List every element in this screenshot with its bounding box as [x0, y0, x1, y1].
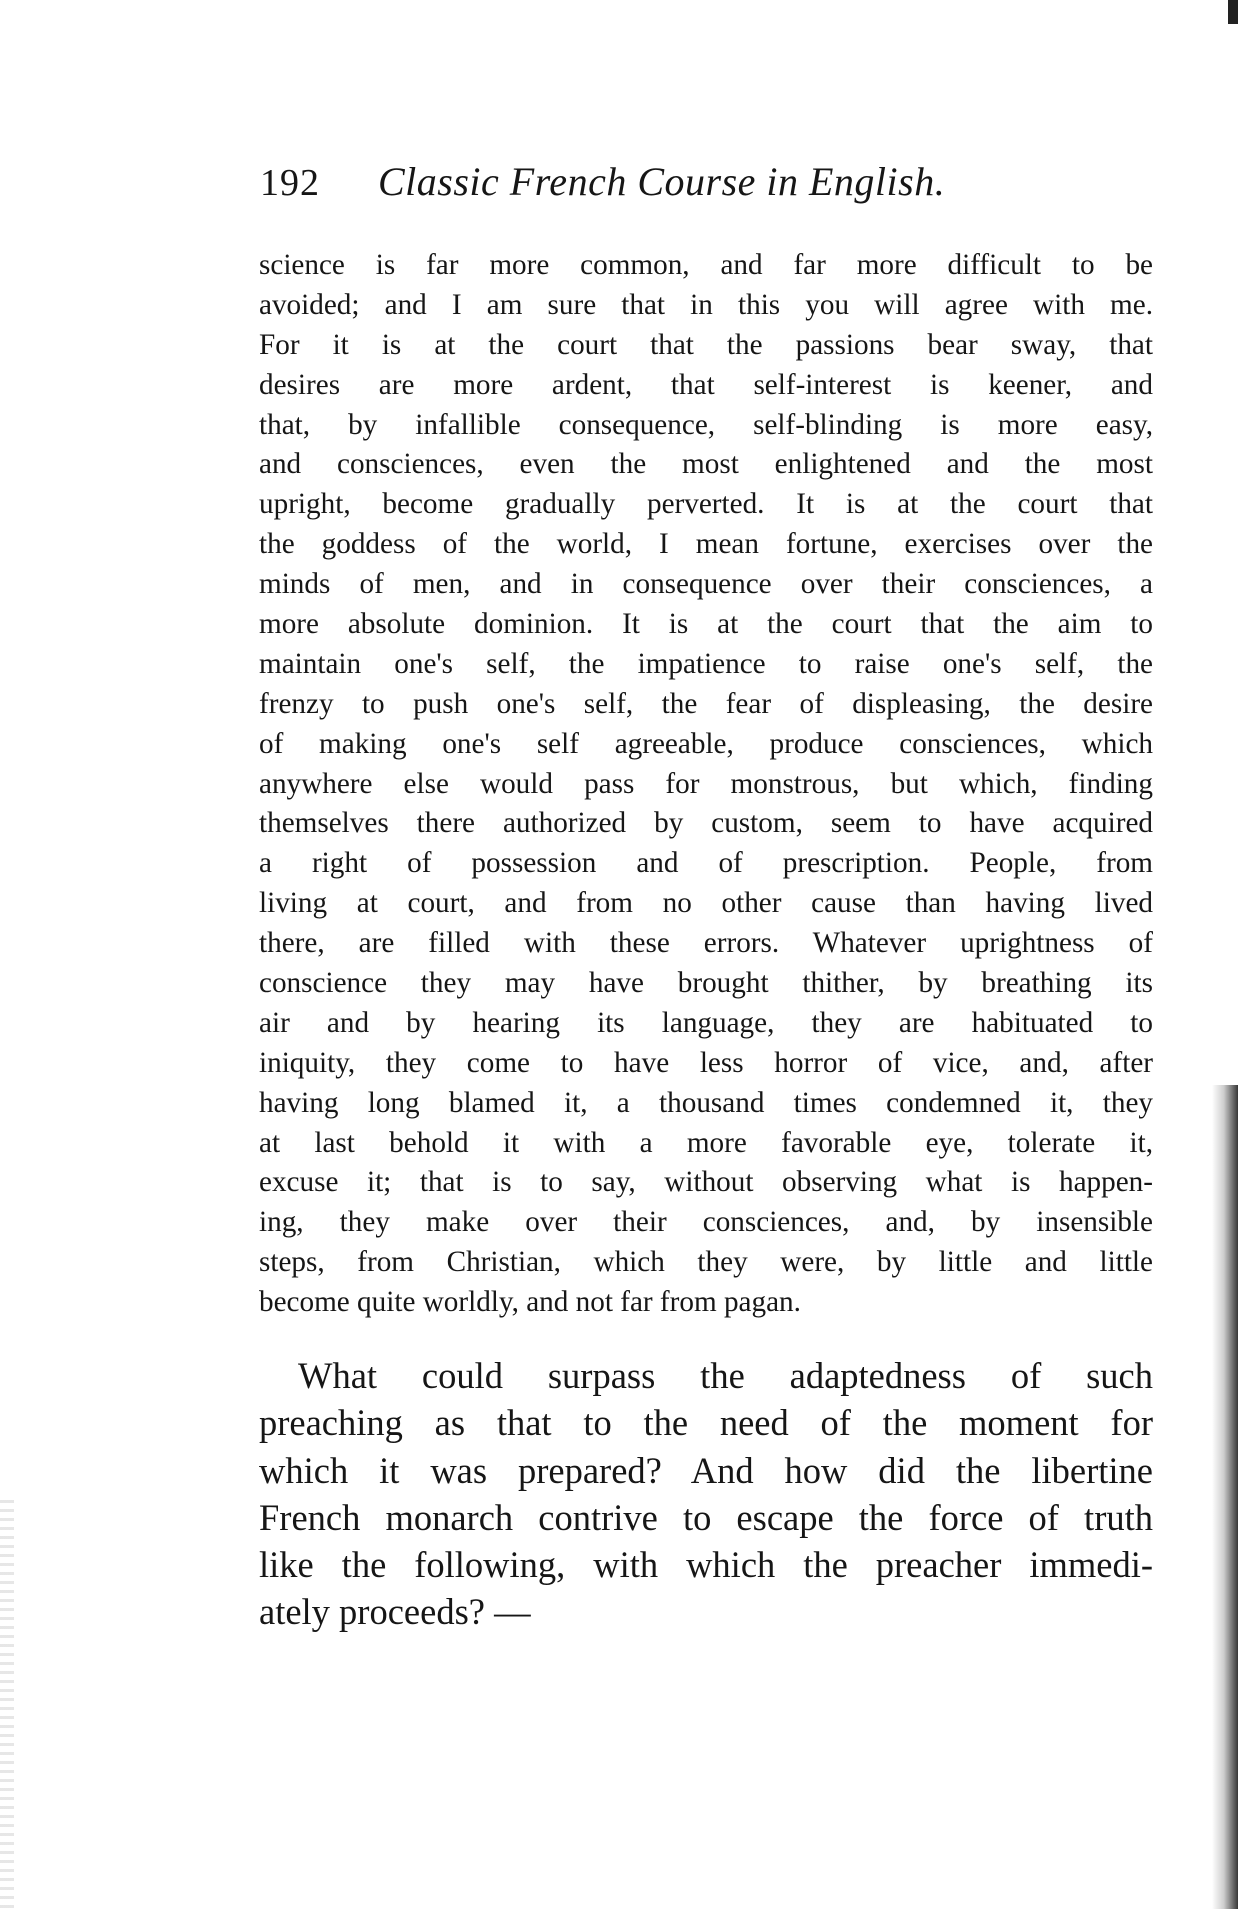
quote-line: conscience they may have brought thither, by breathing its	[259, 967, 1153, 1000]
scan-edge-shadow-right	[1212, 1085, 1238, 1909]
quote-line: become quite worldly, and not far from pagan.	[259, 1286, 801, 1319]
quote-line: maintain one's self, the impatience to raise one's self, the	[259, 647, 1153, 680]
quote-line: iniquity, they come to have less horror of vice, and, after	[259, 1046, 1153, 1079]
scan-corner-artifact	[1228, 0, 1238, 24]
quote-line: themselves there authorized by custom, seem to have acquired	[259, 807, 1153, 840]
page-header	[260, 158, 1160, 218]
quote-line: anywhere else would pass for monstrous, but which, finding	[259, 767, 1153, 800]
body-line: preaching as that to the need of the moment for	[259, 1402, 1153, 1444]
running-title: Classic French Course in English.	[378, 159, 946, 204]
quote-line: at last behold it with a more favorable eye, tolerate it,	[259, 1126, 1153, 1159]
quote-line: desires are more ardent, that self-interest is keener, and	[259, 368, 1153, 401]
body-line: which it was prepared? And how did the libertine	[259, 1449, 1153, 1491]
quote-line: having long blamed it, a thousand times condemned it, they	[259, 1086, 1153, 1119]
quote-line: a right of possession and of prescription. People, from	[259, 847, 1153, 880]
quote-line: the goddess of the world, I mean fortune, exercises over the	[259, 528, 1153, 561]
body-line: like the following, with which the preacher immedi-	[259, 1544, 1153, 1586]
body-line: French monarch contrive to escape the force of truth	[259, 1496, 1153, 1538]
quote-line: and consciences, even the most enlightened and the most	[259, 448, 1153, 481]
quote-line: there, are filled with these errors. Whatever uprightness of	[259, 927, 1153, 960]
quote-line: frenzy to push one's self, the fear of displeasing, the desire	[259, 687, 1153, 720]
quote-line: steps, from Christian, which they were, by little and little	[259, 1246, 1153, 1279]
quote-line: more absolute dominion. It is at the court that the aim to	[259, 608, 1153, 641]
commentary-paragraph	[259, 1352, 1153, 1636]
page-number: 192	[260, 162, 320, 204]
quote-line: living at court, and from no other cause than having lived	[259, 887, 1153, 920]
quoted-sermon-passage	[259, 246, 1153, 1323]
body-line: ately proceeds? —	[259, 1591, 531, 1633]
quote-line: For it is at the court that the passions bear sway, that	[259, 328, 1153, 361]
quote-line: ing, they make over their consciences, and, by insensible	[259, 1206, 1153, 1239]
quote-line: excuse it; that is to say, without observing what is happen-	[259, 1166, 1153, 1199]
quote-line: science is far more common, and far more difficult to be	[259, 249, 1153, 281]
quote-line: that, by infallible consequence, self-blinding is more easy,	[259, 408, 1153, 441]
quote-line: air and by hearing its language, they are habituated to	[259, 1006, 1153, 1039]
quote-line: of making one's self agreeable, produce consciences, which	[259, 727, 1153, 760]
scan-edge-shadow-left	[0, 1500, 14, 1909]
quote-line: minds of men, and in consequence over their consciences, a	[259, 568, 1153, 601]
body-line: What could surpass the adaptedness of such	[298, 1355, 1153, 1396]
quote-line: avoided; and I am sure that in this you will agree with me.	[259, 288, 1153, 321]
quote-line: upright, become gradually perverted. It is at the court that	[259, 488, 1153, 521]
